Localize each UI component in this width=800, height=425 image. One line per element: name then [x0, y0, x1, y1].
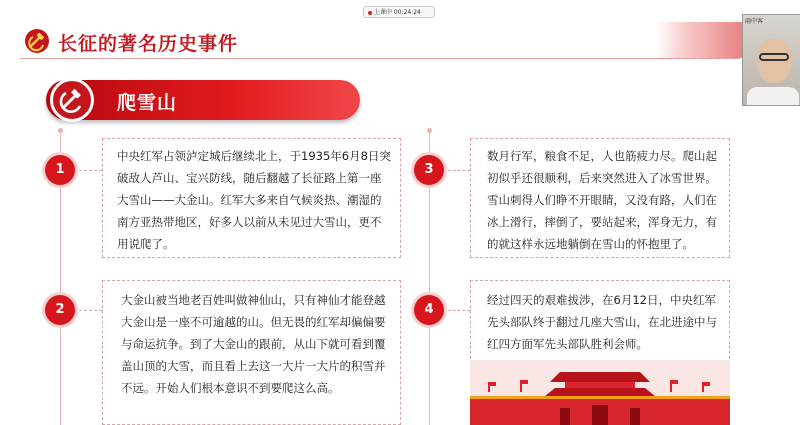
presenter-glasses: [759, 53, 789, 61]
recording-bar: [0, 0, 800, 22]
header-divider: [20, 58, 740, 59]
event-text-3: 数月行军，粮食不足，人也筋疲力尽。爬山起初似乎还很顺利，后来突然进入了冰雪世界。雪山刺得人们睁不开眼睛，又没有路，人们在冰上滑行，摔倒了，要站起来，浑身无力，有的就这样永远地躺倒在雪山的怀抱里了。: [487, 149, 717, 251]
webcam-preview[interactable]: [742, 14, 800, 106]
hammer-sickle-icon: [24, 28, 50, 54]
event-number-1: 1: [45, 155, 75, 185]
event-card-1: [102, 138, 401, 258]
banner-emblem: [50, 78, 94, 122]
section-title: 爬雪山: [117, 92, 178, 114]
event-connector: [448, 170, 470, 172]
presenter-shirt: [747, 87, 799, 106]
event-number-2: 2: [45, 295, 75, 325]
presenter-face: [757, 39, 791, 83]
tiananmen-illustration: [470, 360, 730, 425]
recording-label: 上课中 00:24:24: [374, 9, 421, 16]
event-connector: [448, 310, 470, 312]
page-title: 长征的著名历史事件: [58, 33, 239, 55]
event-number-3: 3: [414, 155, 444, 185]
event-card-3: [470, 138, 730, 258]
event-connector: [79, 310, 102, 312]
header-decoration: [655, 22, 745, 58]
event-number-4: 4: [414, 295, 444, 325]
recording-dot-icon: [368, 11, 372, 15]
webcam-label: 雨中客: [745, 18, 764, 25]
hammer-sickle-icon: [53, 81, 91, 119]
recording-status[interactable]: [363, 6, 435, 18]
event-text-1: 中央红军占领泸定城后继续北上，于1935年6月8日突破敌人芦山、宝兴防线，随后翻越了长征路上第一座大雪山——大金山。红军大多来自气候炎热、潮湿的南方亚热带地区，好多人以前从未见过大雪山，更不用说爬了。: [117, 149, 391, 251]
event-text-2: 大金山被当地老百姓叫做神仙山，只有神仙才能登越大金山是一座不可逾越的山。但无畏的红军却偏偏要与命运抗争。到了大金山的跟前，从山下就可看到覆盖山顶的大雪，而且看上去这一大片一大片的积雪并不远。开始人们根本意识不到要爬这么高。: [121, 293, 386, 395]
event-text-4: 经过四天的艰难拔涉，在6月12日，中央红军先头部队终于翻过几座大雪山，在北进途中与红四方面军先头部队胜利会师。: [487, 293, 717, 351]
event-connector: [79, 170, 102, 172]
event-card-2: [102, 280, 401, 425]
